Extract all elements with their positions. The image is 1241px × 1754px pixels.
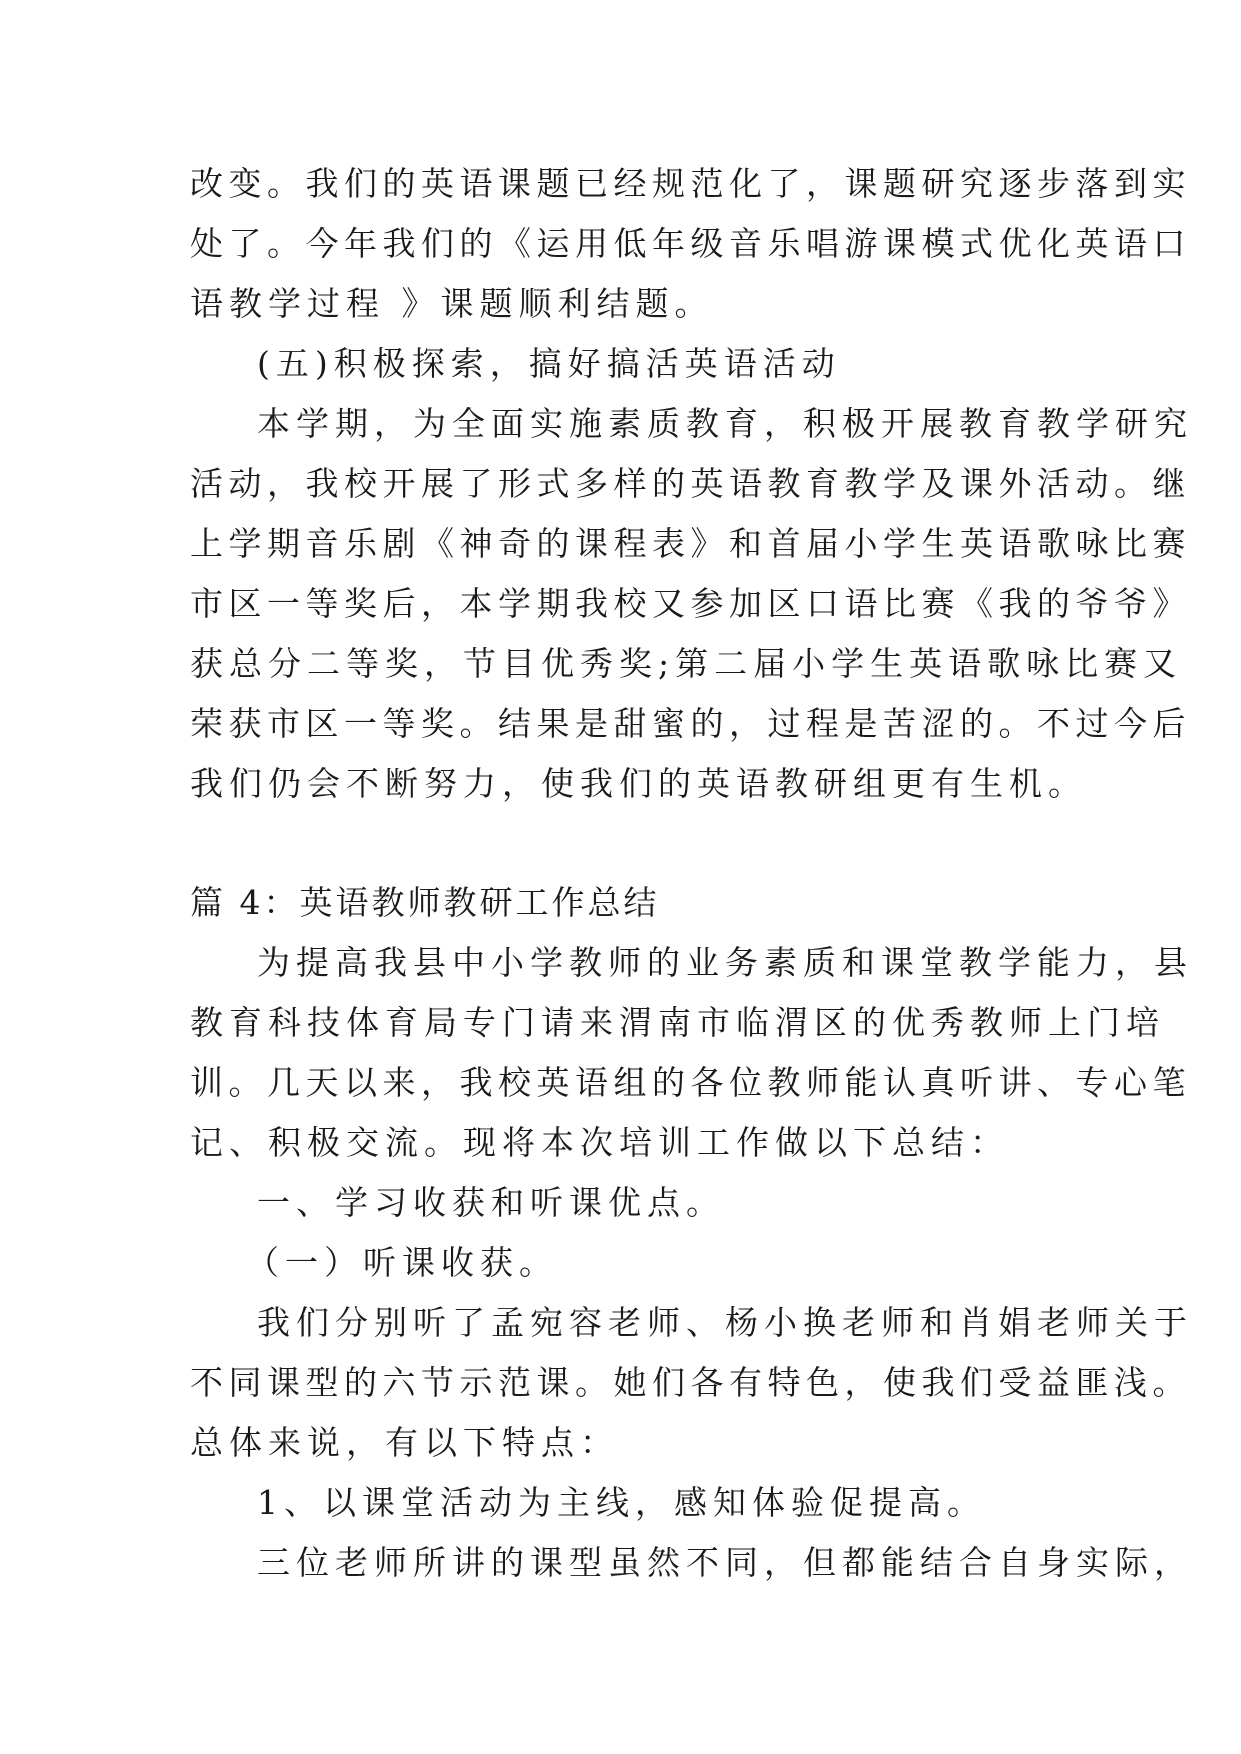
paragraph-line: 训。几天以来，我校英语组的各位教师能认真听讲、专心笔 (190, 1063, 1191, 1102)
list-item-heading: 1、以课堂活动为主线，感知体验促提高。 (257, 1483, 986, 1522)
paragraph-line: 市区一等奖后，本学期我校又参加区口语比赛《我的爷爷》 (190, 584, 1191, 623)
article-title: 篇 4：英语教师教研工作总结 (190, 883, 660, 922)
paragraph-line: 本学期，为全面实施素质教育，积极开展教育教学研究 (257, 404, 1193, 443)
paragraph-line: 上学期音乐剧《神奇的课程表》和首届小学生英语歌咏比赛 (190, 524, 1191, 563)
section-heading: 一、学习收获和听课优点。 (257, 1183, 725, 1222)
paragraph-line: 改变。我们的英语课题已经规范化了，课题研究逐步落到实 (190, 164, 1191, 203)
paragraph-line: 荣获市区一等奖。结果是甜蜜的，过程是苦涩的。不过今后 (190, 704, 1191, 743)
subsection-heading: （一）听课收获。 (246, 1243, 558, 1282)
paragraph-line: 处了。今年我们的《运用低年级音乐唱游课模式优化英语口 (190, 224, 1191, 263)
paragraph-line: 为提高我县中小学教师的业务素质和课堂教学能力，县 (257, 943, 1193, 982)
paragraph-line: 语教学过程 》课题顺利结题。 (190, 284, 714, 323)
paragraph-line: 不同课型的六节示范课。她们各有特色，使我们受益匪浅。 (190, 1363, 1191, 1402)
section-heading: (五)积极探索，搞好搞活英语活动 (257, 344, 841, 383)
paragraph-line: 三位老师所讲的课型虽然不同，但都能结合自身实际， (257, 1543, 1193, 1582)
paragraph-line: 教育科技体育局专门请来渭南市临渭区的优秀教师上门培 (190, 1003, 1165, 1042)
paragraph-line: 获总分二等奖，节目优秀奖;第二届小学生英语歌咏比赛又 (190, 644, 1183, 683)
paragraph-line: 记、积极交流。现将本次培训工作做以下总结： (190, 1123, 1009, 1162)
paragraph-line: 活动，我校开展了形式多样的英语教育教学及课外活动。继 (190, 464, 1191, 503)
paragraph-line: 我们仍会不断努力，使我们的英语教研组更有生机。 (190, 764, 1087, 803)
paragraph-line: 我们分别听了孟宛容老师、杨小换老师和肖娟老师关于 (257, 1303, 1193, 1342)
paragraph-line: 总体来说，有以下特点： (190, 1423, 619, 1462)
